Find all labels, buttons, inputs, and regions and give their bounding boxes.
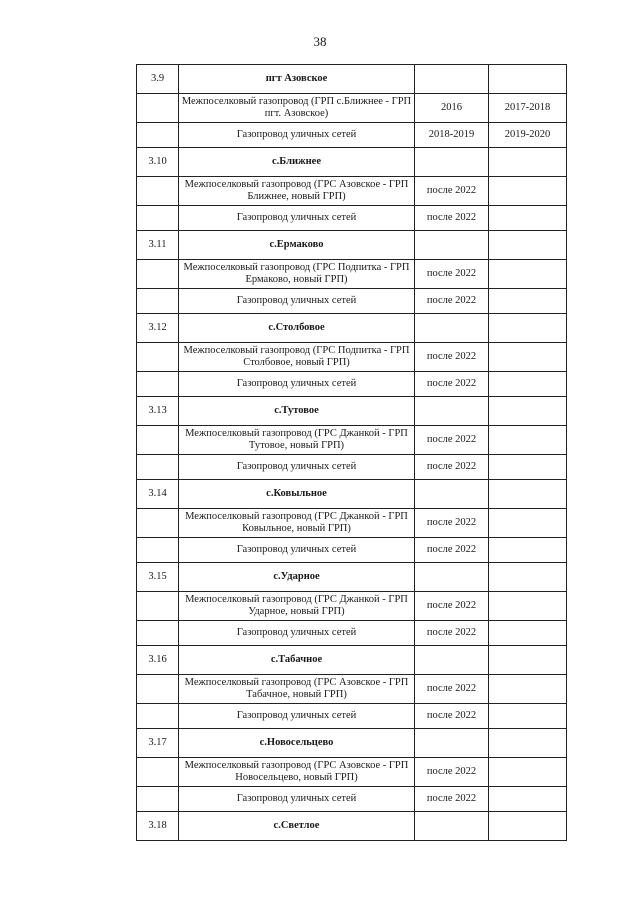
empty-cell <box>137 343 179 372</box>
empty-cell <box>137 455 179 480</box>
row-description: Межпоселковый газопровод (ГРС Азовское - ГРП Табачное, новый ГРП) <box>179 675 415 704</box>
gas-pipeline-table <box>136 64 567 841</box>
empty-cell <box>137 426 179 455</box>
row-period-2 <box>489 372 567 397</box>
section-number: 3.12 <box>137 314 179 343</box>
row-description: Межпоселковый газопровод (ГРС Азовское - ГРП Ближнее, новый ГРП) <box>179 177 415 206</box>
row-period-2 <box>489 289 567 314</box>
section-header-row <box>137 646 567 675</box>
row-period-1: после 2022 <box>415 343 489 372</box>
empty-cell <box>137 177 179 206</box>
row-period-1: после 2022 <box>415 787 489 812</box>
intersettlement-pipeline-row <box>137 509 567 538</box>
row-description: Межпоселковый газопровод (ГРС Подпитка - ГРП Ермаково, новый ГРП) <box>179 260 415 289</box>
row-period-1: после 2022 <box>415 372 489 397</box>
empty-cell <box>137 289 179 314</box>
row-period-1: 2018-2019 <box>415 123 489 148</box>
row-description: Межпоселковый газопровод (ГРС Азовское - ГРП Новосельцево, новый ГРП) <box>179 758 415 787</box>
empty-cell <box>137 94 179 123</box>
section-header-row <box>137 148 567 177</box>
empty-cell <box>489 563 567 592</box>
row-description: Газопровод уличных сетей <box>179 372 415 397</box>
empty-cell <box>489 231 567 260</box>
section-header-row <box>137 480 567 509</box>
empty-cell <box>137 538 179 563</box>
row-description: Межпоселковый газопровод (ГРС Подпитка - ГРП Столбовое, новый ГРП) <box>179 343 415 372</box>
section-header-row <box>137 314 567 343</box>
row-period-2 <box>489 343 567 372</box>
row-description: Газопровод уличных сетей <box>179 289 415 314</box>
row-description: Газопровод уличных сетей <box>179 538 415 563</box>
section-number: 3.14 <box>137 480 179 509</box>
empty-cell <box>415 729 489 758</box>
empty-cell <box>415 231 489 260</box>
row-period-2 <box>489 787 567 812</box>
intersettlement-pipeline-row <box>137 426 567 455</box>
empty-cell <box>137 592 179 621</box>
section-name: с.Ударное <box>179 563 415 592</box>
empty-cell <box>137 206 179 231</box>
row-period-2 <box>489 538 567 563</box>
row-period-1: после 2022 <box>415 426 489 455</box>
row-period-1: 2016 <box>415 94 489 123</box>
empty-cell <box>415 397 489 426</box>
row-period-2 <box>489 260 567 289</box>
intersettlement-pipeline-row <box>137 592 567 621</box>
row-period-1: после 2022 <box>415 260 489 289</box>
row-period-1: после 2022 <box>415 538 489 563</box>
empty-cell <box>415 148 489 177</box>
section-number: 3.16 <box>137 646 179 675</box>
row-period-2: 2019-2020 <box>489 123 567 148</box>
section-number: 3.17 <box>137 729 179 758</box>
row-period-1: после 2022 <box>415 704 489 729</box>
row-period-1: после 2022 <box>415 455 489 480</box>
row-description: Газопровод уличных сетей <box>179 123 415 148</box>
row-period-2 <box>489 426 567 455</box>
empty-cell <box>137 787 179 812</box>
row-period-1: после 2022 <box>415 592 489 621</box>
row-period-1: после 2022 <box>415 509 489 538</box>
empty-cell <box>137 509 179 538</box>
street-network-row <box>137 704 567 729</box>
section-name: пгт Азовское <box>179 65 415 94</box>
row-description: Газопровод уличных сетей <box>179 621 415 646</box>
row-period-1: после 2022 <box>415 758 489 787</box>
street-network-row <box>137 372 567 397</box>
row-period-2 <box>489 704 567 729</box>
intersettlement-pipeline-row <box>137 343 567 372</box>
section-number: 3.9 <box>137 65 179 94</box>
row-description: Межпоселковый газопровод (ГРС Джанкой - ГРП Ударное, новый ГРП) <box>179 592 415 621</box>
row-period-1: после 2022 <box>415 675 489 704</box>
section-header-row <box>137 65 567 94</box>
street-network-row <box>137 289 567 314</box>
empty-cell <box>415 480 489 509</box>
row-description: Межпоселковый газопровод (ГРС Джанкой - ГРП Тутовое, новый ГРП) <box>179 426 415 455</box>
section-header-row <box>137 563 567 592</box>
row-period-2 <box>489 206 567 231</box>
intersettlement-pipeline-row <box>137 758 567 787</box>
row-period-2 <box>489 758 567 787</box>
empty-cell <box>489 148 567 177</box>
row-period-2 <box>489 675 567 704</box>
row-period-1: после 2022 <box>415 289 489 314</box>
section-name: с.Светлое <box>179 812 415 841</box>
empty-cell <box>415 314 489 343</box>
row-description: Межпоселковый газопровод (ГРП с.Ближнее - ГРП пгт. Азовское) <box>179 94 415 123</box>
intersettlement-pipeline-row <box>137 177 567 206</box>
intersettlement-pipeline-row <box>137 94 567 123</box>
row-description: Газопровод уличных сетей <box>179 704 415 729</box>
section-name: с.Тутовое <box>179 397 415 426</box>
row-period-2 <box>489 455 567 480</box>
street-network-row <box>137 621 567 646</box>
empty-cell <box>137 260 179 289</box>
section-name: с.Ковыльное <box>179 480 415 509</box>
street-network-row <box>137 123 567 148</box>
street-network-row <box>137 538 567 563</box>
empty-cell <box>489 397 567 426</box>
empty-cell <box>415 646 489 675</box>
empty-cell <box>415 563 489 592</box>
row-description: Газопровод уличных сетей <box>179 455 415 480</box>
section-header-row <box>137 729 567 758</box>
section-number: 3.10 <box>137 148 179 177</box>
section-name: с.Табачное <box>179 646 415 675</box>
page-number: 38 <box>313 34 327 49</box>
empty-cell <box>489 65 567 94</box>
street-network-row <box>137 455 567 480</box>
row-period-1: после 2022 <box>415 177 489 206</box>
row-period-2 <box>489 592 567 621</box>
section-number: 3.18 <box>137 812 179 841</box>
empty-cell <box>489 729 567 758</box>
row-period-2 <box>489 177 567 206</box>
empty-cell <box>137 675 179 704</box>
empty-cell <box>137 704 179 729</box>
row-period-1: после 2022 <box>415 621 489 646</box>
section-number: 3.11 <box>137 231 179 260</box>
intersettlement-pipeline-row <box>137 260 567 289</box>
section-name: с.Новосельцево <box>179 729 415 758</box>
intersettlement-pipeline-row <box>137 675 567 704</box>
row-description: Газопровод уличных сетей <box>179 787 415 812</box>
empty-cell <box>137 123 179 148</box>
empty-cell <box>137 758 179 787</box>
street-network-row <box>137 787 567 812</box>
row-period-2 <box>489 621 567 646</box>
empty-cell <box>415 65 489 94</box>
section-name: с.Столбовое <box>179 314 415 343</box>
empty-cell <box>415 812 489 841</box>
section-number: 3.13 <box>137 397 179 426</box>
section-name: с.Ермаково <box>179 231 415 260</box>
empty-cell <box>137 372 179 397</box>
empty-cell <box>489 646 567 675</box>
section-number: 3.15 <box>137 563 179 592</box>
table-body <box>137 65 567 841</box>
empty-cell <box>489 314 567 343</box>
section-header-row <box>137 397 567 426</box>
empty-cell <box>489 812 567 841</box>
row-period-2: 2017-2018 <box>489 94 567 123</box>
row-description: Межпоселковый газопровод (ГРС Джанкой - ГРП Ковыльное, новый ГРП) <box>179 509 415 538</box>
section-name: с.Ближнее <box>179 148 415 177</box>
empty-cell <box>489 480 567 509</box>
row-period-1: после 2022 <box>415 206 489 231</box>
row-period-2 <box>489 509 567 538</box>
section-header-row <box>137 231 567 260</box>
row-description: Газопровод уличных сетей <box>179 206 415 231</box>
empty-cell <box>137 621 179 646</box>
section-header-row <box>137 812 567 841</box>
street-network-row <box>137 206 567 231</box>
